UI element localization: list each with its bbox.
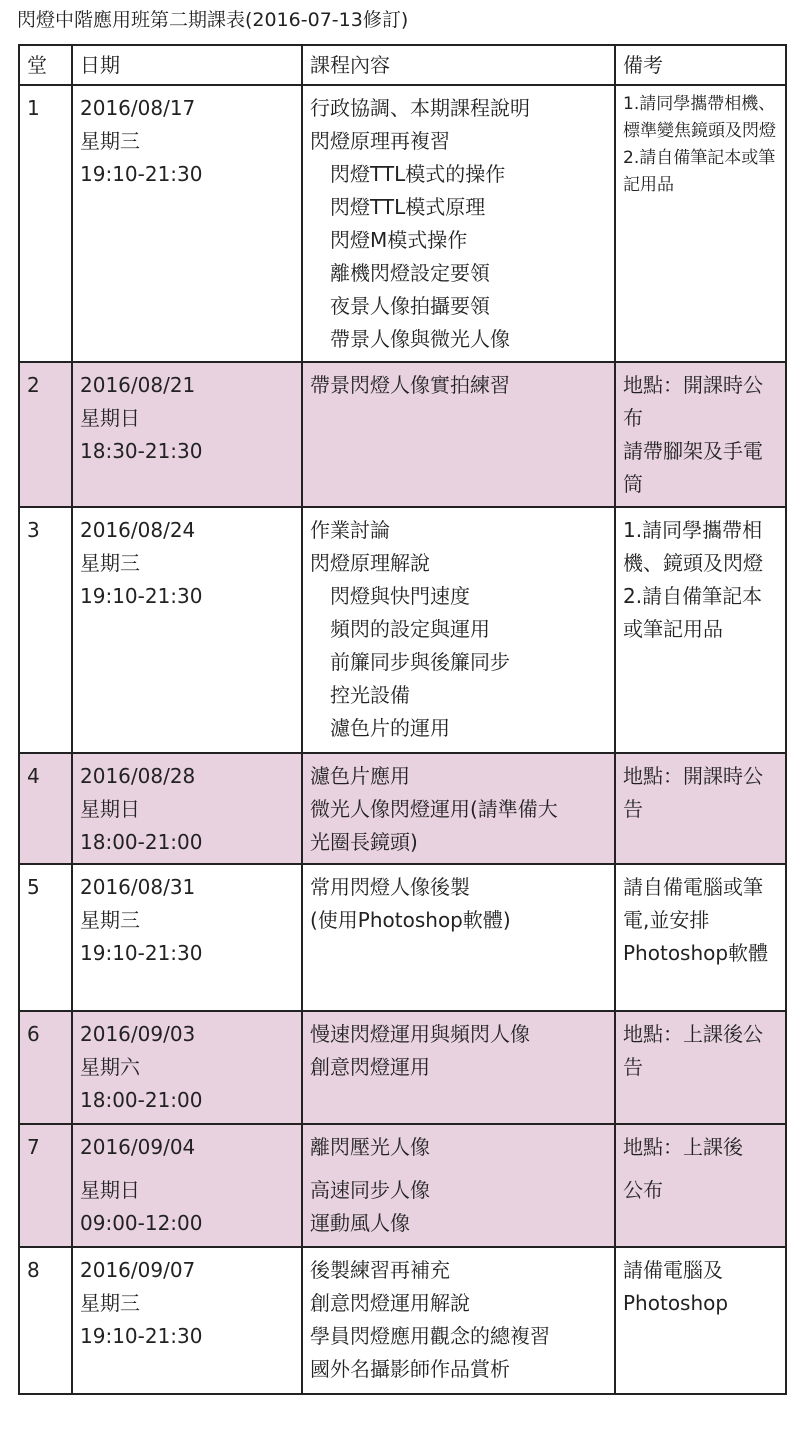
content-line: 閃燈M模式操作 <box>330 228 468 252</box>
content-line: 帶景閃燈人像實拍練習 <box>310 373 510 397</box>
weekday: 星期日 <box>80 406 140 430</box>
header-session: 堂 <box>19 45 72 85</box>
content-line: 常用閃燈人像後製 <box>310 875 470 899</box>
time-range: 19:10-21:30 <box>80 162 203 186</box>
note-line: 地點：開課時公布 <box>623 373 763 430</box>
table-row <box>19 753 786 864</box>
notes-cell <box>615 85 786 362</box>
date: 2016/09/03 <box>80 1022 196 1046</box>
date: 2016/08/31 <box>80 875 196 899</box>
session-number: 5 <box>19 864 72 1011</box>
date: 2016/09/04 <box>80 1135 196 1159</box>
date-cell <box>72 753 302 864</box>
notes-cell <box>615 507 786 753</box>
content-cell <box>302 1247 615 1394</box>
table-row <box>19 864 786 1011</box>
weekday: 星期三 <box>80 908 140 932</box>
content-line: 夜景人像拍攝要領 <box>330 294 490 318</box>
time-range: 18:30-21:30 <box>80 439 203 463</box>
content-cell <box>302 507 615 753</box>
session-number: 1 <box>19 85 72 362</box>
content-line: 閃燈TTL模式的操作 <box>330 162 506 186</box>
content-line: 微光人像閃燈運用(請準備大 <box>310 797 558 821</box>
weekday: 星期三 <box>80 551 140 575</box>
table-row <box>19 1011 786 1124</box>
content-line: 後製練習再補充 <box>310 1258 450 1282</box>
time-range: 19:10-21:30 <box>80 584 203 608</box>
time-range: 18:00-21:00 <box>80 1088 203 1112</box>
page-title: 閃燈中階應用班第二期課表(2016-07-13修訂) <box>17 9 409 31</box>
content-line: 行政協調、本期課程說明 <box>310 96 530 120</box>
note-line: 請帶腳架及手電筒 <box>623 439 763 496</box>
table-row <box>19 85 786 362</box>
table-row <box>19 1247 786 1394</box>
content-line: 帶景人像與微光人像 <box>330 327 510 351</box>
time-range: 09:00-12:00 <box>80 1211 203 1235</box>
weekday: 星期三 <box>80 1291 140 1315</box>
content-line: 學員閃燈應用觀念的總複習 <box>310 1324 550 1348</box>
date: 2016/08/17 <box>80 96 196 120</box>
table-row <box>19 362 786 507</box>
date-cell <box>72 1011 302 1124</box>
content-line: 閃燈與快門速度 <box>330 584 470 608</box>
content-line: 前簾同步與後簾同步 <box>330 650 510 674</box>
note-line: 1.請同學攜帶相機、標準變焦鏡頭及閃燈 <box>623 94 776 141</box>
header-notes: 備考 <box>615 45 786 85</box>
date-cell <box>72 1247 302 1394</box>
note-line: 2.請自備筆記本或筆記用品 <box>623 148 776 195</box>
content-line: 高速同步人像 <box>310 1178 430 1202</box>
notes-cell <box>615 1124 786 1247</box>
content-cell <box>302 1124 615 1247</box>
table-row <box>19 1124 786 1247</box>
notes-cell <box>615 1011 786 1124</box>
content-line: 閃燈原理再複習 <box>310 129 450 153</box>
date: 2016/08/28 <box>80 764 196 788</box>
time-range: 19:10-21:30 <box>80 1324 203 1348</box>
date: 2016/09/07 <box>80 1258 196 1282</box>
content-line: 閃燈TTL模式原理 <box>330 195 486 219</box>
weekday: 星期三 <box>80 129 140 153</box>
content-line: 控光設備 <box>330 683 410 707</box>
session-number: 8 <box>19 1247 72 1394</box>
schedule-table <box>18 44 787 1395</box>
date-cell <box>72 362 302 507</box>
content-line: 創意閃燈運用 <box>310 1055 430 1079</box>
content-line: 慢速閃燈運用與頻閃人像 <box>310 1022 530 1046</box>
table-row <box>19 507 786 753</box>
content-line: (使用Photoshop軟體) <box>310 908 511 932</box>
table-header-row <box>19 45 786 85</box>
session-number: 2 <box>19 362 72 507</box>
content-cell <box>302 85 615 362</box>
note-line: 請自備電腦或筆電,並安排Photoshop軟體 <box>623 875 769 965</box>
session-number: 3 <box>19 507 72 753</box>
content-line: 濾色片的運用 <box>330 716 450 740</box>
date-cell <box>72 507 302 753</box>
note-line: 公布 <box>623 1178 663 1202</box>
weekday: 星期日 <box>80 797 140 821</box>
notes-cell <box>615 362 786 507</box>
content-line: 作業討論 <box>310 518 390 542</box>
note-line: 請備電腦及Photoshop <box>623 1258 729 1315</box>
content-line: 創意閃燈運用解說 <box>310 1291 470 1315</box>
note-line: 地點：上課後 <box>623 1135 743 1159</box>
content-line: 頻閃的設定與運用 <box>330 617 490 641</box>
notes-cell <box>615 864 786 1011</box>
weekday: 星期六 <box>80 1055 140 1079</box>
date-cell <box>72 864 302 1011</box>
date: 2016/08/24 <box>80 518 196 542</box>
note-line: 1.請同學攜帶相機、鏡頭及閃燈 <box>623 518 763 575</box>
date-cell <box>72 85 302 362</box>
notes-cell <box>615 1247 786 1394</box>
content-line: 閃燈原理解說 <box>310 551 430 575</box>
content-line: 濾色片應用 <box>310 764 410 788</box>
content-cell <box>302 362 615 507</box>
content-line: 光圈長鏡頭) <box>310 830 418 854</box>
content-cell <box>302 1011 615 1124</box>
weekday: 星期日 <box>80 1178 140 1202</box>
note-line: 地點：開課時公告 <box>623 764 763 821</box>
content-line: 運動風人像 <box>310 1211 410 1235</box>
content-line: 離機閃燈設定要領 <box>330 261 490 285</box>
date-cell <box>72 1124 302 1247</box>
content-cell <box>302 753 615 864</box>
header-date: 日期 <box>72 45 302 85</box>
session-number: 6 <box>19 1011 72 1124</box>
notes-cell <box>615 753 786 864</box>
note-line: 地點：上課後公告 <box>623 1022 763 1079</box>
content-line: 國外名攝影師作品賞析 <box>310 1357 510 1381</box>
content-cell <box>302 864 615 1011</box>
note-line: 2.請自備筆記本或筆記用品 <box>623 584 763 641</box>
content-line: 離閃壓光人像 <box>310 1135 430 1159</box>
session-number: 4 <box>19 753 72 864</box>
time-range: 19:10-21:30 <box>80 941 203 965</box>
session-number: 7 <box>19 1124 72 1247</box>
header-content: 課程內容 <box>302 45 615 85</box>
date: 2016/08/21 <box>80 373 196 397</box>
time-range: 18:00-21:00 <box>80 830 203 854</box>
